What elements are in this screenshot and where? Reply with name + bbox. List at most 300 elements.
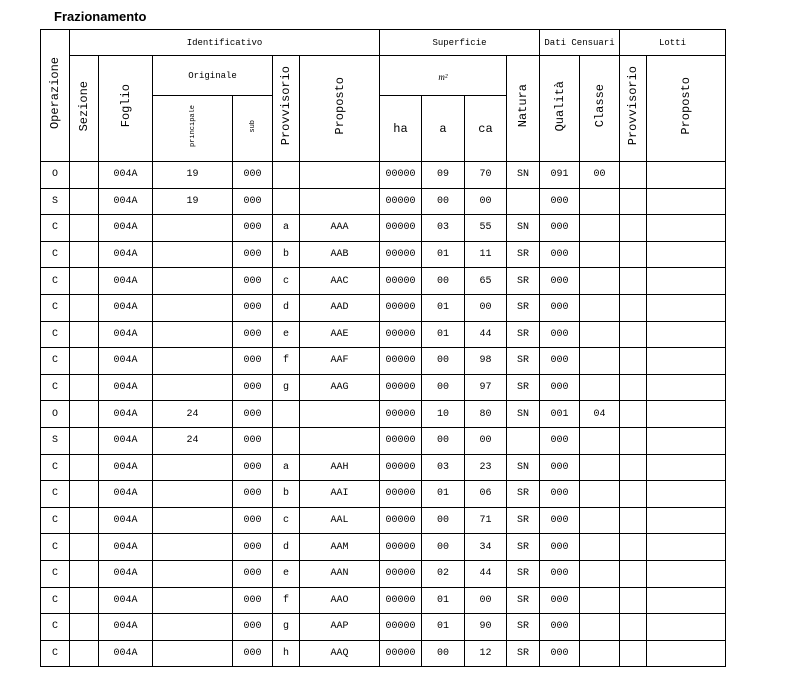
- sub-cell: 000: [233, 614, 273, 641]
- lotti-provvisorio-cell: [620, 534, 647, 561]
- lotti-provvisorio-cell: [620, 640, 647, 667]
- table-row: [41, 507, 726, 534]
- provvisorio-cell: d: [273, 534, 300, 561]
- principale-cell: [153, 374, 233, 401]
- operazione-cell: O: [41, 401, 70, 428]
- proposto-cell: AAL: [300, 507, 380, 534]
- sezione-cell: [70, 162, 99, 189]
- ha-cell: 00000: [380, 401, 422, 428]
- ha-cell: 00000: [380, 294, 422, 321]
- qualita-cell: 000: [540, 215, 580, 242]
- header-operazione: Operazione: [41, 30, 70, 162]
- header-qualita: Qualità: [540, 56, 580, 162]
- qualita-cell: 000: [540, 507, 580, 534]
- ca-cell: 00: [465, 188, 507, 215]
- header-ha: ha: [380, 96, 422, 162]
- sezione-cell: [70, 188, 99, 215]
- principale-cell: [153, 294, 233, 321]
- principale-cell: 24: [153, 427, 233, 454]
- foglio-cell: 004A: [99, 427, 153, 454]
- ca-cell: 90: [465, 614, 507, 641]
- a-cell: 02: [422, 560, 465, 587]
- proposto-cell: AAM: [300, 534, 380, 561]
- principale-cell: [153, 640, 233, 667]
- qualita-cell: 000: [540, 348, 580, 375]
- natura-cell: SR: [507, 241, 540, 268]
- foglio-cell: 004A: [99, 321, 153, 348]
- provvisorio-cell: [273, 162, 300, 189]
- sub-cell: 000: [233, 507, 273, 534]
- classe-cell: [580, 374, 620, 401]
- natura-cell: SN: [507, 162, 540, 189]
- table-row: [41, 560, 726, 587]
- header-foglio: Foglio: [99, 56, 153, 162]
- classe-cell: [580, 427, 620, 454]
- qualita-cell: 000: [540, 294, 580, 321]
- foglio-cell: 004A: [99, 374, 153, 401]
- foglio-cell: 004A: [99, 560, 153, 587]
- sub-cell: 000: [233, 321, 273, 348]
- classe-cell: [580, 454, 620, 481]
- provvisorio-cell: b: [273, 481, 300, 508]
- classe-cell: [580, 348, 620, 375]
- lotti-proposto-cell: [647, 268, 726, 295]
- ca-cell: 11: [465, 241, 507, 268]
- header-provvisorio: Provvisorio: [273, 56, 300, 162]
- qualita-cell: 000: [540, 481, 580, 508]
- provvisorio-cell: a: [273, 454, 300, 481]
- qualita-cell: 000: [540, 614, 580, 641]
- principale-cell: [153, 268, 233, 295]
- principale-cell: [153, 348, 233, 375]
- sub-cell: 000: [233, 162, 273, 189]
- a-cell: 00: [422, 268, 465, 295]
- provvisorio-cell: g: [273, 614, 300, 641]
- lotti-provvisorio-cell: [620, 162, 647, 189]
- natura-cell: SN: [507, 401, 540, 428]
- lotti-proposto-cell: [647, 162, 726, 189]
- ca-cell: 00: [465, 294, 507, 321]
- table-row: [41, 454, 726, 481]
- natura-cell: SR: [507, 587, 540, 614]
- foglio-cell: 004A: [99, 454, 153, 481]
- lotti-provvisorio-cell: [620, 560, 647, 587]
- proposto-cell: AAQ: [300, 640, 380, 667]
- table-row: [41, 427, 726, 454]
- ca-cell: 80: [465, 401, 507, 428]
- classe-cell: 04: [580, 401, 620, 428]
- operazione-cell: C: [41, 241, 70, 268]
- table-body: [41, 162, 726, 667]
- lotti-provvisorio-cell: [620, 401, 647, 428]
- natura-cell: [507, 427, 540, 454]
- ha-cell: 00000: [380, 268, 422, 295]
- a-cell: 01: [422, 614, 465, 641]
- foglio-cell: 004A: [99, 614, 153, 641]
- qualita-cell: 000: [540, 640, 580, 667]
- lotti-proposto-cell: [647, 560, 726, 587]
- lotti-proposto-cell: [647, 640, 726, 667]
- table-row: [41, 401, 726, 428]
- provvisorio-cell: d: [273, 294, 300, 321]
- foglio-cell: 004A: [99, 268, 153, 295]
- sezione-cell: [70, 294, 99, 321]
- provvisorio-cell: c: [273, 268, 300, 295]
- sezione-cell: [70, 587, 99, 614]
- natura-cell: SR: [507, 614, 540, 641]
- a-cell: 03: [422, 215, 465, 242]
- sezione-cell: [70, 241, 99, 268]
- provvisorio-cell: a: [273, 215, 300, 242]
- principale-cell: 24: [153, 401, 233, 428]
- operazione-cell: C: [41, 507, 70, 534]
- ca-cell: 97: [465, 374, 507, 401]
- lotti-proposto-cell: [647, 348, 726, 375]
- natura-cell: SR: [507, 640, 540, 667]
- ca-cell: 23: [465, 454, 507, 481]
- foglio-cell: 004A: [99, 640, 153, 667]
- sezione-cell: [70, 215, 99, 242]
- ha-cell: 00000: [380, 188, 422, 215]
- natura-cell: SR: [507, 321, 540, 348]
- a-cell: 01: [422, 241, 465, 268]
- lotti-proposto-cell: [647, 241, 726, 268]
- principale-cell: [153, 481, 233, 508]
- header-principale: principale: [153, 96, 233, 162]
- sub-cell: 000: [233, 374, 273, 401]
- qualita-cell: 000: [540, 587, 580, 614]
- qualita-cell: 000: [540, 268, 580, 295]
- header-lotti-proposto: Proposto: [647, 56, 726, 162]
- operazione-cell: C: [41, 268, 70, 295]
- foglio-cell: 004A: [99, 215, 153, 242]
- a-cell: 00: [422, 188, 465, 215]
- natura-cell: [507, 188, 540, 215]
- operazione-cell: C: [41, 481, 70, 508]
- lotti-proposto-cell: [647, 454, 726, 481]
- ca-cell: 65: [465, 268, 507, 295]
- principale-cell: [153, 560, 233, 587]
- lotti-proposto-cell: [647, 534, 726, 561]
- provvisorio-cell: e: [273, 321, 300, 348]
- qualita-cell: 001: [540, 401, 580, 428]
- sezione-cell: [70, 507, 99, 534]
- a-cell: 01: [422, 321, 465, 348]
- ha-cell: 00000: [380, 507, 422, 534]
- foglio-cell: 004A: [99, 507, 153, 534]
- a-cell: 00: [422, 374, 465, 401]
- lotti-provvisorio-cell: [620, 427, 647, 454]
- natura-cell: SR: [507, 294, 540, 321]
- operazione-cell: S: [41, 427, 70, 454]
- provvisorio-cell: f: [273, 587, 300, 614]
- proposto-cell: AAA: [300, 215, 380, 242]
- proposto-cell: AAC: [300, 268, 380, 295]
- table-row: [41, 241, 726, 268]
- natura-cell: SR: [507, 374, 540, 401]
- principale-cell: [153, 454, 233, 481]
- sezione-cell: [70, 614, 99, 641]
- header-lotti: Lotti: [620, 30, 726, 56]
- ca-cell: 34: [465, 534, 507, 561]
- document-title: Frazionamento: [54, 9, 147, 24]
- header-dati-censuari: Dati Censuari: [540, 30, 620, 56]
- table-row: [41, 188, 726, 215]
- natura-cell: SR: [507, 560, 540, 587]
- proposto-cell: AAF: [300, 348, 380, 375]
- ca-cell: 00: [465, 587, 507, 614]
- ha-cell: 00000: [380, 560, 422, 587]
- lotti-provvisorio-cell: [620, 241, 647, 268]
- frazionamento-table: [40, 29, 726, 667]
- proposto-cell: AAH: [300, 454, 380, 481]
- ha-cell: 00000: [380, 321, 422, 348]
- provvisorio-cell: c: [273, 507, 300, 534]
- a-cell: 09: [422, 162, 465, 189]
- proposto-cell: AAI: [300, 481, 380, 508]
- qualita-cell: 000: [540, 534, 580, 561]
- lotti-provvisorio-cell: [620, 587, 647, 614]
- provvisorio-cell: f: [273, 348, 300, 375]
- proposto-cell: AAN: [300, 560, 380, 587]
- table-row: [41, 614, 726, 641]
- operazione-cell: S: [41, 188, 70, 215]
- ca-cell: 00: [465, 427, 507, 454]
- lotti-provvisorio-cell: [620, 614, 647, 641]
- sub-cell: 000: [233, 294, 273, 321]
- natura-cell: SR: [507, 348, 540, 375]
- operazione-cell: C: [41, 374, 70, 401]
- sub-cell: 000: [233, 215, 273, 242]
- operazione-cell: C: [41, 560, 70, 587]
- sezione-cell: [70, 560, 99, 587]
- ca-cell: 06: [465, 481, 507, 508]
- a-cell: 00: [422, 427, 465, 454]
- a-cell: 00: [422, 348, 465, 375]
- foglio-cell: 004A: [99, 162, 153, 189]
- table-row: [41, 321, 726, 348]
- classe-cell: [580, 560, 620, 587]
- foglio-cell: 004A: [99, 241, 153, 268]
- provvisorio-cell: [273, 427, 300, 454]
- header-natura: Natura: [507, 56, 540, 162]
- header-identificativo: Identificativo: [70, 30, 380, 56]
- a-cell: 00: [422, 507, 465, 534]
- sezione-cell: [70, 427, 99, 454]
- table-row: [41, 294, 726, 321]
- ha-cell: 00000: [380, 534, 422, 561]
- provvisorio-cell: [273, 401, 300, 428]
- table-row: [41, 162, 726, 189]
- table-row: [41, 374, 726, 401]
- lotti-provvisorio-cell: [620, 321, 647, 348]
- header-sezione: Sezione: [70, 56, 99, 162]
- principale-cell: [153, 215, 233, 242]
- sezione-cell: [70, 534, 99, 561]
- lotti-proposto-cell: [647, 427, 726, 454]
- ha-cell: 00000: [380, 454, 422, 481]
- qualita-cell: 000: [540, 321, 580, 348]
- lotti-provvisorio-cell: [620, 188, 647, 215]
- operazione-cell: C: [41, 321, 70, 348]
- lotti-provvisorio-cell: [620, 348, 647, 375]
- operazione-cell: O: [41, 162, 70, 189]
- qualita-cell: 000: [540, 188, 580, 215]
- operazione-cell: C: [41, 587, 70, 614]
- natura-cell: SN: [507, 215, 540, 242]
- operazione-cell: C: [41, 614, 70, 641]
- operazione-cell: C: [41, 534, 70, 561]
- proposto-cell: [300, 188, 380, 215]
- ha-cell: 00000: [380, 241, 422, 268]
- classe-cell: [580, 241, 620, 268]
- a-cell: 01: [422, 294, 465, 321]
- classe-cell: [580, 534, 620, 561]
- lotti-proposto-cell: [647, 321, 726, 348]
- classe-cell: [580, 614, 620, 641]
- sub-cell: 000: [233, 188, 273, 215]
- operazione-cell: C: [41, 640, 70, 667]
- a-cell: 03: [422, 454, 465, 481]
- principale-cell: [153, 507, 233, 534]
- lotti-proposto-cell: [647, 215, 726, 242]
- proposto-cell: AAP: [300, 614, 380, 641]
- principale-cell: [153, 534, 233, 561]
- natura-cell: SN: [507, 454, 540, 481]
- lotti-proposto-cell: [647, 507, 726, 534]
- sezione-cell: [70, 481, 99, 508]
- header-proposto: Proposto: [300, 56, 380, 162]
- lotti-provvisorio-cell: [620, 454, 647, 481]
- qualita-cell: 000: [540, 241, 580, 268]
- ca-cell: 98: [465, 348, 507, 375]
- ha-cell: 00000: [380, 587, 422, 614]
- operazione-cell: C: [41, 294, 70, 321]
- ca-cell: 12: [465, 640, 507, 667]
- natura-cell: SR: [507, 481, 540, 508]
- table-row: [41, 215, 726, 242]
- sub-cell: 000: [233, 348, 273, 375]
- classe-cell: [580, 481, 620, 508]
- ha-cell: 00000: [380, 427, 422, 454]
- principale-cell: [153, 614, 233, 641]
- sub-cell: 000: [233, 427, 273, 454]
- header-ca: ca: [465, 96, 507, 162]
- table-row: [41, 481, 726, 508]
- header-sub: sub: [233, 96, 273, 162]
- sub-cell: 000: [233, 640, 273, 667]
- a-cell: 10: [422, 401, 465, 428]
- sub-cell: 000: [233, 268, 273, 295]
- lotti-provvisorio-cell: [620, 268, 647, 295]
- sub-cell: 000: [233, 587, 273, 614]
- qualita-cell: 000: [540, 454, 580, 481]
- principale-cell: [153, 321, 233, 348]
- table-row: [41, 348, 726, 375]
- sub-cell: 000: [233, 454, 273, 481]
- table-header: [41, 30, 726, 162]
- provvisorio-cell: b: [273, 241, 300, 268]
- sezione-cell: [70, 348, 99, 375]
- ca-cell: 55: [465, 215, 507, 242]
- lotti-provvisorio-cell: [620, 215, 647, 242]
- lotti-proposto-cell: [647, 587, 726, 614]
- ca-cell: 71: [465, 507, 507, 534]
- proposto-cell: AAD: [300, 294, 380, 321]
- proposto-cell: AAB: [300, 241, 380, 268]
- classe-cell: [580, 507, 620, 534]
- operazione-cell: C: [41, 215, 70, 242]
- qualita-cell: 091: [540, 162, 580, 189]
- principale-cell: [153, 241, 233, 268]
- classe-cell: [580, 321, 620, 348]
- sezione-cell: [70, 640, 99, 667]
- sezione-cell: [70, 268, 99, 295]
- ha-cell: 00000: [380, 640, 422, 667]
- lotti-proposto-cell: [647, 294, 726, 321]
- proposto-cell: [300, 162, 380, 189]
- proposto-cell: AAG: [300, 374, 380, 401]
- header-a: a: [422, 96, 465, 162]
- lotti-proposto-cell: [647, 401, 726, 428]
- ha-cell: 00000: [380, 481, 422, 508]
- header-unit-m2: m²: [380, 56, 507, 96]
- sezione-cell: [70, 401, 99, 428]
- foglio-cell: 004A: [99, 534, 153, 561]
- ha-cell: 00000: [380, 614, 422, 641]
- ha-cell: 00000: [380, 348, 422, 375]
- ha-cell: 00000: [380, 162, 422, 189]
- lotti-provvisorio-cell: [620, 507, 647, 534]
- a-cell: 01: [422, 481, 465, 508]
- a-cell: 00: [422, 534, 465, 561]
- operazione-cell: C: [41, 454, 70, 481]
- sezione-cell: [70, 321, 99, 348]
- ca-cell: 44: [465, 560, 507, 587]
- sub-cell: 000: [233, 241, 273, 268]
- foglio-cell: 004A: [99, 587, 153, 614]
- lotti-provvisorio-cell: [620, 374, 647, 401]
- table-row: [41, 268, 726, 295]
- ha-cell: 00000: [380, 215, 422, 242]
- a-cell: 01: [422, 587, 465, 614]
- foglio-cell: 004A: [99, 348, 153, 375]
- sezione-cell: [70, 374, 99, 401]
- sub-cell: 000: [233, 534, 273, 561]
- table-row: [41, 534, 726, 561]
- foglio-cell: 004A: [99, 188, 153, 215]
- lotti-proposto-cell: [647, 374, 726, 401]
- table-row: [41, 587, 726, 614]
- natura-cell: SR: [507, 534, 540, 561]
- sub-cell: 000: [233, 481, 273, 508]
- proposto-cell: AAO: [300, 587, 380, 614]
- sub-cell: 000: [233, 401, 273, 428]
- sezione-cell: [70, 454, 99, 481]
- qualita-cell: 000: [540, 374, 580, 401]
- principale-cell: [153, 587, 233, 614]
- provvisorio-cell: h: [273, 640, 300, 667]
- header-lotti-provvisorio: Provvisorio: [620, 56, 647, 162]
- provvisorio-cell: g: [273, 374, 300, 401]
- classe-cell: [580, 294, 620, 321]
- lotti-proposto-cell: [647, 188, 726, 215]
- foglio-cell: 004A: [99, 401, 153, 428]
- lotti-proposto-cell: [647, 614, 726, 641]
- classe-cell: 00: [580, 162, 620, 189]
- foglio-cell: 004A: [99, 481, 153, 508]
- ca-cell: 70: [465, 162, 507, 189]
